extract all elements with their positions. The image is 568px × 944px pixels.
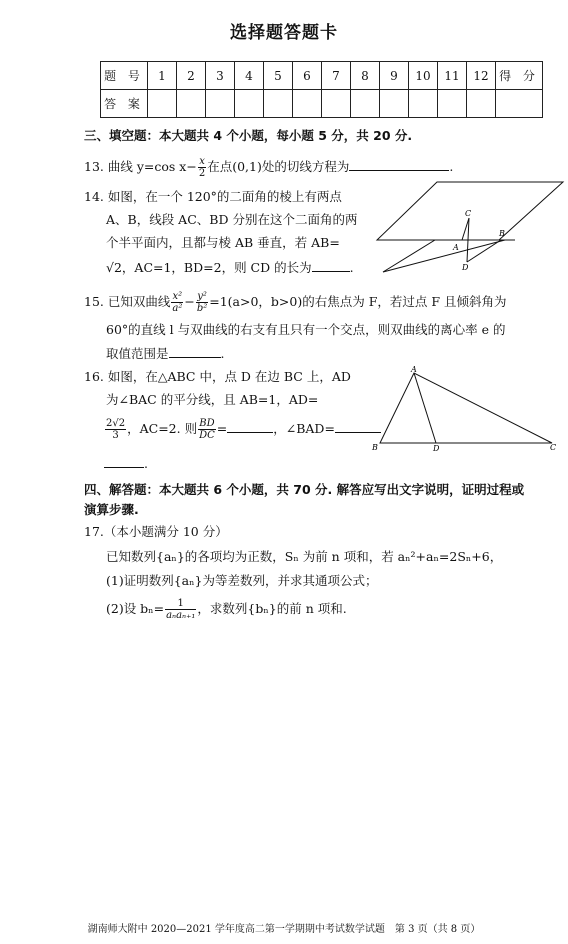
score-cell[interactable] [496, 90, 543, 118]
point-d-label: D [433, 444, 440, 453]
answer-cell[interactable] [177, 90, 206, 118]
question-14-line-3: 个半平面内，且都与棱 AB 垂直，若 AB= [106, 235, 340, 250]
question-15-line-1 [84, 291, 507, 314]
triangle-figure [370, 365, 560, 453]
question-text: 在点(0,1)处的切线方程为 [207, 159, 350, 174]
fraction [198, 156, 206, 179]
question-16-line-3 [104, 418, 381, 441]
answer-cell[interactable] [351, 90, 380, 118]
table-header-cell: 答 案 [101, 90, 148, 118]
question-number-cell: 8 [351, 62, 380, 90]
answer-cell[interactable] [380, 90, 409, 118]
answer-cell[interactable] [409, 90, 438, 118]
answer-cell[interactable] [322, 90, 351, 118]
point-b-label: B [372, 443, 378, 452]
dihedral-angle-figure [375, 180, 565, 278]
answer-cell[interactable] [235, 90, 264, 118]
question-number-cell: 7 [322, 62, 351, 90]
question-text: . [220, 346, 225, 361]
question-text: . [449, 159, 454, 174]
answer-cell[interactable] [264, 90, 293, 118]
question-17-line-1: 已知数列{aₙ}的各项均为正数，Sₙ 为前 n 项和，若 aₙ²+aₙ=2Sₙ+6， [106, 549, 503, 564]
question-number-cell: 2 [177, 62, 206, 90]
question-number-cell: 9 [380, 62, 409, 90]
question-text: . [144, 456, 148, 471]
fraction-denominator: a² [172, 303, 183, 314]
fraction [165, 598, 196, 621]
fraction-denominator: aₙaₙ₊₁ [166, 610, 196, 621]
answer-cell[interactable] [206, 90, 235, 118]
lower-half-plane-edge [383, 240, 505, 272]
fraction-numerator: 2√2 [106, 418, 126, 429]
fraction-numerator: BD [199, 418, 215, 429]
question-14-line-2: A、B，线段 AC、BD 分别在这个二面角的两 [106, 212, 358, 227]
point-d-label: D [462, 263, 469, 272]
section-heading: 四、解答题：本大题共 6 个小题，共 70 分. 解答应写出文字说明，证明过程或 [84, 482, 525, 497]
question-number-cell: 11 [438, 62, 467, 90]
question-15-line-3 [106, 345, 225, 362]
question-text: =1(a>0，b>0)的右焦点为 F，若过点 F 且倾斜角为 [209, 294, 507, 309]
question-number-cell: 6 [293, 62, 322, 90]
table-row [101, 90, 543, 118]
answer-cell[interactable] [148, 90, 177, 118]
question-17-part-1: (1)证明数列{aₙ}为等差数列，并求其通项公式； [106, 573, 378, 588]
question-16-line-2: 为∠BAC 的平分线，且 AB=1，AD= [106, 392, 319, 407]
question-text: 13. [84, 159, 104, 174]
page-footer: 湖南师大附中 2020—2021 学年度高二第一学期期中考试数学试题 第 3 页（共 8 页） [87, 924, 481, 935]
answer-cell[interactable] [293, 90, 322, 118]
score-header-cell: 得 分 [496, 62, 543, 90]
fraction-numerator: x² [172, 291, 183, 302]
fraction [105, 418, 126, 441]
segment-ad [414, 373, 436, 443]
fraction [198, 418, 216, 441]
answer-blank[interactable] [104, 455, 144, 468]
section-heading: 三、填空题：本大题共 4 个小题，每小题 5 分，共 20 分. [84, 128, 413, 143]
table-header-cell: 题 号 [101, 62, 148, 90]
answer-blank[interactable] [349, 158, 449, 171]
answer-cell[interactable] [467, 90, 496, 118]
question-15-line-2: 60°的直线 l 与双曲线的右支有且只有一个交点，则双曲线的离心率 e 的 [106, 322, 506, 337]
point-c-label: C [465, 209, 472, 218]
question-text: ，∠BAD= [273, 421, 335, 436]
fraction [171, 291, 183, 314]
question-17-heading: 17.（本小题满分 10 分） [84, 524, 228, 539]
question-text: 曲线 y=cos x− [107, 159, 197, 174]
question-text: 15. 已知双曲线 [84, 294, 171, 309]
point-a-label: A [411, 365, 417, 374]
question-13 [84, 156, 453, 179]
question-text: = [216, 421, 228, 436]
question-text: (2)设 bₙ= [106, 601, 165, 616]
question-number-cell: 4 [235, 62, 264, 90]
question-number-cell: 5 [264, 62, 293, 90]
fraction-denominator: b² [196, 303, 208, 314]
fraction-numerator: y² [197, 291, 207, 302]
fraction-numerator: x [199, 156, 205, 167]
fraction-numerator: 1 [165, 598, 196, 610]
point-b-label: B [499, 229, 505, 238]
question-number-cell: 12 [467, 62, 496, 90]
question-16-line-1: 16. 如图，在△ABC 中，点 D 在边 BC 上，AD [84, 369, 351, 384]
fraction-denominator: DC [199, 430, 215, 441]
answer-blank[interactable] [227, 420, 273, 433]
point-a-label: A [453, 243, 459, 252]
question-number-cell: 10 [409, 62, 438, 90]
question-16-line-4 [104, 455, 148, 472]
answer-blank[interactable] [312, 259, 350, 272]
triangle-abc [380, 373, 552, 443]
point-c-label: C [550, 443, 557, 452]
fraction-denominator: 3 [112, 430, 119, 441]
section-heading-continued: 演算步骤. [84, 502, 139, 517]
question-text: . [349, 260, 354, 275]
page-title: 选择题答题卡 [230, 23, 338, 43]
question-text: − [184, 294, 195, 309]
question-14-line-1: 14. 如图，在一个 120°的二面角的棱上有两点 [84, 189, 342, 204]
question-text: 取值范围是 [106, 346, 169, 361]
fraction [196, 291, 208, 314]
question-number-cell: 3 [206, 62, 235, 90]
answer-card-table [100, 61, 543, 118]
question-14-line-4 [106, 259, 354, 276]
question-text: ，求数列{bₙ}的前 n 项和. [197, 601, 347, 616]
question-17-part-2 [106, 598, 347, 621]
fraction-denominator: 2 [198, 168, 206, 179]
table-row [101, 62, 543, 90]
answer-cell[interactable] [438, 90, 467, 118]
question-text: ，AC=2. 则 [127, 421, 198, 436]
segment-bd [467, 240, 501, 262]
question-text: √2，AC=1，BD=2，则 CD 的长为 [106, 260, 312, 275]
question-number-cell: 1 [148, 62, 177, 90]
answer-blank[interactable] [169, 345, 221, 358]
